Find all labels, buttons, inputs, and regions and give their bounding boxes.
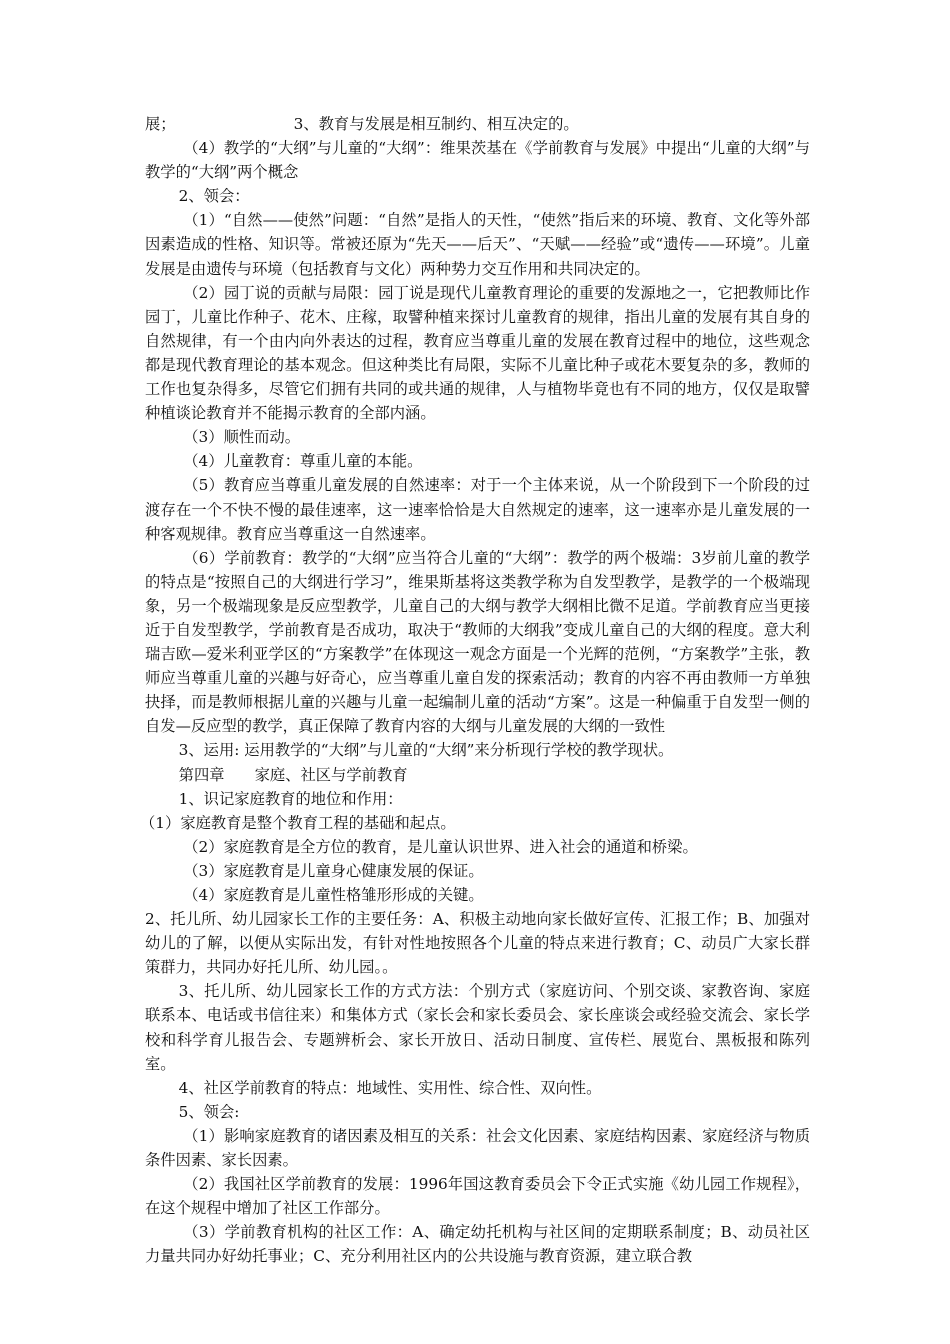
paragraph: 3、托儿所、幼儿园家长工作的方式方法：个别方式（家庭访问、个别交谈、家教咨询、家庭联系本、电话或书信往来）和集体方式（家长会和家长委员会、家长座谈会或经验交流会、家长学校和科学育儿报告会、专题辨析会、家长开放日、活动日制度、宣传栏、展览台、黑板报和陈列室。 [145, 982, 810, 1073]
text-fragment: 展； [145, 115, 176, 133]
chapter-heading [145, 763, 810, 787]
chapter-title: 家庭、社区与学前教育 [254, 765, 408, 784]
paragraph: （3）家庭教育是儿童身心健康发展的保证。 [183, 861, 484, 880]
paragraph: （1）“自然——使然”问题：“自然”是指人的天性，“使然”指后来的环境、教育、文化等外部因素造成的性格、知识等。常被还原为“先天——后天”、“天赋——经验”或“遗传——环境”。儿童发展是由遗传与环境（包括教育与文化）两种势力交互作用和共同决定的。 [145, 211, 810, 278]
paragraph: （4）家庭教育是儿童性格雏形形成的关键。 [183, 886, 484, 904]
section-heading: 5、领会: [178, 1102, 240, 1121]
paragraph: （1）影响家庭教育的诸因素及相互的关系：社会文化因素、家庭结构因素、家庭经济与物质条件因素、家长因素。 [145, 1126, 810, 1170]
section-heading: 2、领会： [178, 187, 250, 206]
paragraph: （4）教学的“大纲”与儿童的“大纲”：维果茨基在《学前教育与发展》中提出“儿童的大纲”与教学的“大纲”两个概念 [145, 139, 810, 182]
section-heading: 1、识记家庭教育的地位和作用： [178, 789, 403, 808]
paragraph: （4）儿童教育：尊重儿童的本能。 [183, 452, 423, 471]
paragraph: （2）园丁说的贡献与局限：园丁说是现代儿童教育理论的重要的发源地之一，它把教师比作园丁，儿童比作种子、花木、庄稼，取譬种植来探讨儿童教育的规律，指出儿童的发展有其自身的自然规律，有一个由内向外表达的过程，教育应当尊重儿童的发展在教育过程中的地位，这些观念都是现代教育理论的基本观念。但这种类比有局限，实际不儿童比种子或花木要复杂的多，教师的工作也复杂得多，尽管它们拥有共同的或共通的规律，人与植物毕竟也有不同的地方，仅仅是取譬种植谈论教育并不能揭示教育的全部内涵。 [145, 283, 810, 423]
paragraph: （2）我国社区学前教育的发展：1996年国这教育委员会下令正式实施《幼儿园工作规程》，在这个规程中增加了社区工作部分。 [145, 1175, 810, 1218]
paragraph: （3）学前教育机构的社区工作：A、确定幼托机构与社区间的定期联系制度；B、动员社区力量共同办好幼托事业；C、充分利用社区内的公共设施与教育资源，建立联合教 [145, 1223, 810, 1266]
text-fragment: 3、教育与发展是相互制约、相互决定的。 [293, 115, 579, 133]
paragraph: （2）家庭教育是全方位的教育，是儿童认识世界、进入社会的通道和桥梁。 [183, 837, 698, 856]
paragraph: （6）学前教育：教学的“大纲”应当符合儿童的“大纲”：教学的两个极端：3岁前儿童的教学的特点是“按照自己的大纲进行学习”，维果斯基将这类教学称为自发型教学，是教学的一个极端现象，另一个极端现象是反应型教学，儿童自己的大纲与教学大纲相比微不足道。学前教育应当更接近于自发型教学，学前教育是否成功，取决于“教师的大纲我”变成儿童自己的大纲的程度。意大利瑞吉欧—爱米利亚学区的“方案教学”在体现这一观念方面是一个光辉的范例，“方案教学”主张，教师应当尊重儿童的兴趣与好奇心，应当尊重儿童自发的探索活动；教育的内容不再由教师一方单独抉择，而是教师根据儿童的兴趣与儿童一起编制儿童的活动“方案”。这是一种偏重于自发型一侧的自发—反应型的教学，真正保障了教育内容的大纲与儿童发展的大纲的一致性 [145, 548, 810, 736]
chapter-number: 第四章 [178, 765, 225, 784]
paragraph: 2、托儿所、幼儿园家长工作的主要任务：A、积极主动地向家长做好宣传、汇报工作；B、加强对幼儿的了解，以便从实际出发，有针对性地按照各个儿童的特点来进行教育；C、动员广大家长群策群力，共同办好托儿所、幼儿园。。 [145, 910, 810, 977]
paragraph: （3）顺性而动。 [183, 428, 301, 447]
paragraph: （1）家庭教育是整个教育工程的基础和起点。 [140, 813, 456, 832]
paragraph: 4、社区学前教育的特点：地域性、实用性、综合性、双向性。 [178, 1078, 602, 1097]
document-body [140, 112, 810, 1269]
paragraph: （5）教育应当尊重儿童发展的自然速率：对于一个主体来说，从一个阶段到下一个阶段的过渡存在一个不快不慢的最佳速率，这一速率恰恰是大自然规定的速率，这一速率亦是儿童发展的一种客观规律。教育应当尊重这一自然速率。 [145, 476, 810, 543]
paragraph: 3、运用: 运用教学的“大纲”与儿童的“大纲”来分析现行学校的教学现状。 [178, 741, 674, 760]
paragraph [145, 112, 810, 136]
